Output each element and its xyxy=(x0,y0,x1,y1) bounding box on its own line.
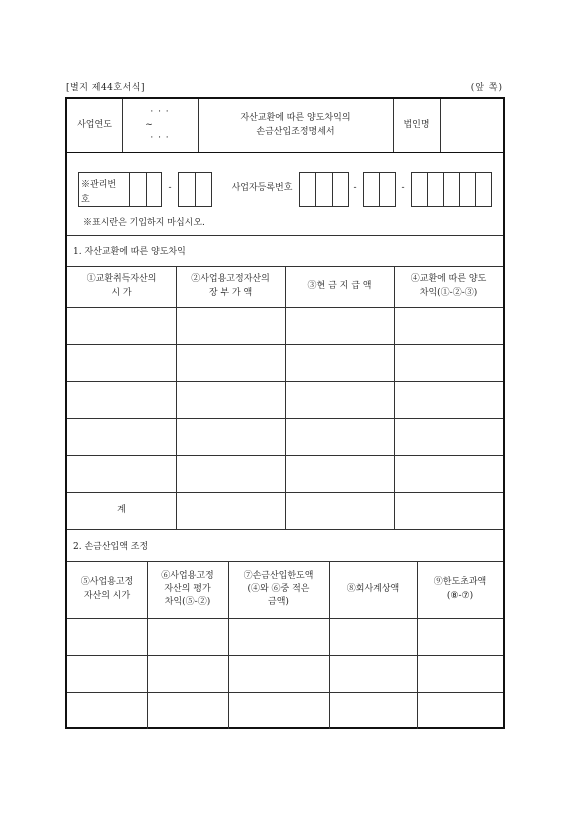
s1-col-cash-paid xyxy=(285,266,394,307)
s2-col-valuation-gain xyxy=(147,561,228,618)
s1-total-col4-cell[interactable] xyxy=(394,492,503,529)
s2-col7-line1: ⑦손금산입한도액 xyxy=(243,570,314,581)
s2-col-excess-amount xyxy=(417,561,503,618)
s1-row5-col1-cell[interactable] xyxy=(67,455,176,492)
s2-col-company-amount xyxy=(329,561,417,618)
date-tilde: ~ xyxy=(145,119,153,130)
business-year-label: 사업연도 xyxy=(77,119,112,130)
adjustment-form xyxy=(65,97,505,729)
s1-col3-line1: ③현 금 지 급 액 xyxy=(307,280,372,291)
s1-col1-line2: 시 가 xyxy=(111,287,132,298)
s2-row3-col6-cell[interactable] xyxy=(147,692,228,729)
s1-col2-line2: 장 부 가 액 xyxy=(208,287,253,298)
s2-col9-line1: ⑨한도초과액 xyxy=(433,577,487,588)
s2-col6-line2: 자산의 평가 xyxy=(164,583,211,594)
mgmt-no-label-line1: ※관리번 xyxy=(81,180,117,190)
form-title-line2: 손금산입조정명세서 xyxy=(256,126,335,137)
s1-col-book-value xyxy=(176,266,285,307)
s2-col-fixed-asset-fmv xyxy=(67,561,147,618)
s1-row5-col2-cell[interactable] xyxy=(176,455,285,492)
s2-row2-col5-cell[interactable] xyxy=(67,655,147,692)
form-number: [별지 제44호서식] xyxy=(66,83,145,93)
biz-reg-box-3[interactable] xyxy=(411,172,492,207)
s1-total-col3-cell[interactable] xyxy=(285,492,394,529)
s1-row4-col3-cell[interactable] xyxy=(285,418,394,455)
s2-col5-line2: 자산의 시가 xyxy=(83,590,131,601)
s1-row1-col3-cell[interactable] xyxy=(285,307,394,344)
business-year-field[interactable] xyxy=(122,99,198,152)
s1-col1-line1: ①교환취득자산의 xyxy=(86,274,157,285)
s1-row5-col4-cell[interactable] xyxy=(394,455,503,492)
s1-total-col2-cell[interactable] xyxy=(176,492,285,529)
s1-col-acquired-fmv xyxy=(67,266,176,307)
s2-row1-col7-cell[interactable] xyxy=(228,618,329,655)
biz-reg-label: 사업자등록번호 xyxy=(231,183,293,194)
s2-row3-col7-cell[interactable] xyxy=(228,692,329,729)
s2-row2-col6-cell[interactable] xyxy=(147,655,228,692)
s2-row3-col8-cell[interactable] xyxy=(329,692,417,729)
s2-row1-col9-cell[interactable] xyxy=(417,618,503,655)
s1-col-transfer-gain xyxy=(394,266,503,307)
s1-row4-col2-cell[interactable] xyxy=(176,418,285,455)
biz-reg-box-1[interactable] xyxy=(299,172,349,207)
s1-row2-col3-cell[interactable] xyxy=(285,344,394,381)
s2-row2-col7-cell[interactable] xyxy=(228,655,329,692)
s2-row3-col5-cell[interactable] xyxy=(67,692,147,729)
section1-title: 1. 자산교환에 따른 양도차익 xyxy=(73,247,186,257)
s1-row4-col1-cell[interactable] xyxy=(67,418,176,455)
s2-col8-line1: ⑧회사계상액 xyxy=(346,583,400,594)
mgmt-no-label xyxy=(81,178,116,209)
s1-row2-col4-cell[interactable] xyxy=(394,344,503,381)
s1-col2-line1: ②사업용고정자산의 xyxy=(191,274,270,285)
s2-col9-line2: (⑧-⑦) xyxy=(446,590,474,601)
date-dots-top: · · · xyxy=(150,106,170,117)
biz-reg-dash-2: - xyxy=(401,183,405,194)
s2-col7-line3: 금액) xyxy=(268,597,289,608)
s2-col7-line2: (④와 ⑥중 적은 xyxy=(247,583,310,594)
s2-row1-col5-cell[interactable] xyxy=(67,618,147,655)
s2-col6-line3: 차익(⑤-②) xyxy=(164,597,211,608)
s1-row4-col4-cell[interactable] xyxy=(394,418,503,455)
date-dots-bottom: · · · xyxy=(150,133,170,144)
s2-col-deduction-limit xyxy=(228,561,329,618)
mgmt-no-dash: - xyxy=(168,183,172,194)
form-title xyxy=(198,99,393,152)
s1-row2-col2-cell[interactable] xyxy=(176,344,285,381)
mgmt-no-label-line2: 호 xyxy=(81,195,90,206)
s1-row2-col1-cell[interactable] xyxy=(67,344,176,381)
section2-title: 2. 손금산입액 조정 xyxy=(73,542,149,552)
page-side-label: (앞 쪽) xyxy=(470,83,503,93)
s1-row5-col3-cell[interactable] xyxy=(285,455,394,492)
fill-note: ※표시란은 기입하지 마십시오. xyxy=(83,218,205,228)
s1-row3-col2-cell[interactable] xyxy=(176,381,285,418)
corp-name-label: 법인명 xyxy=(403,119,430,130)
form-title-line1: 자산교환에 따른 양도차익의 xyxy=(240,113,351,124)
s1-row1-col1-cell[interactable] xyxy=(67,307,176,344)
s1-row1-col4-cell[interactable] xyxy=(394,307,503,344)
s2-col6-line1: ⑥사업용고정 xyxy=(161,570,214,581)
s2-row1-col8-cell[interactable] xyxy=(329,618,417,655)
s1-col4-line2: 차익(①-②-③) xyxy=(419,287,478,298)
biz-reg-dash-1: - xyxy=(353,183,357,194)
s2-row1-col6-cell[interactable] xyxy=(147,618,228,655)
s1-total-label: 계 xyxy=(117,504,126,515)
s2-row2-col8-cell[interactable] xyxy=(329,655,417,692)
s1-row1-col2-cell[interactable] xyxy=(176,307,285,344)
s2-row2-col9-cell[interactable] xyxy=(417,655,503,692)
corp-name-field[interactable] xyxy=(440,99,503,152)
s1-row3-col1-cell[interactable] xyxy=(67,381,176,418)
s2-row3-col9-cell[interactable] xyxy=(417,692,503,729)
s2-col5-line1: ⑤사업용고정 xyxy=(80,577,134,588)
s1-row3-col3-cell[interactable] xyxy=(285,381,394,418)
s1-row3-col4-cell[interactable] xyxy=(394,381,503,418)
s1-col4-line1: ④교환에 따른 양도 xyxy=(410,274,487,285)
